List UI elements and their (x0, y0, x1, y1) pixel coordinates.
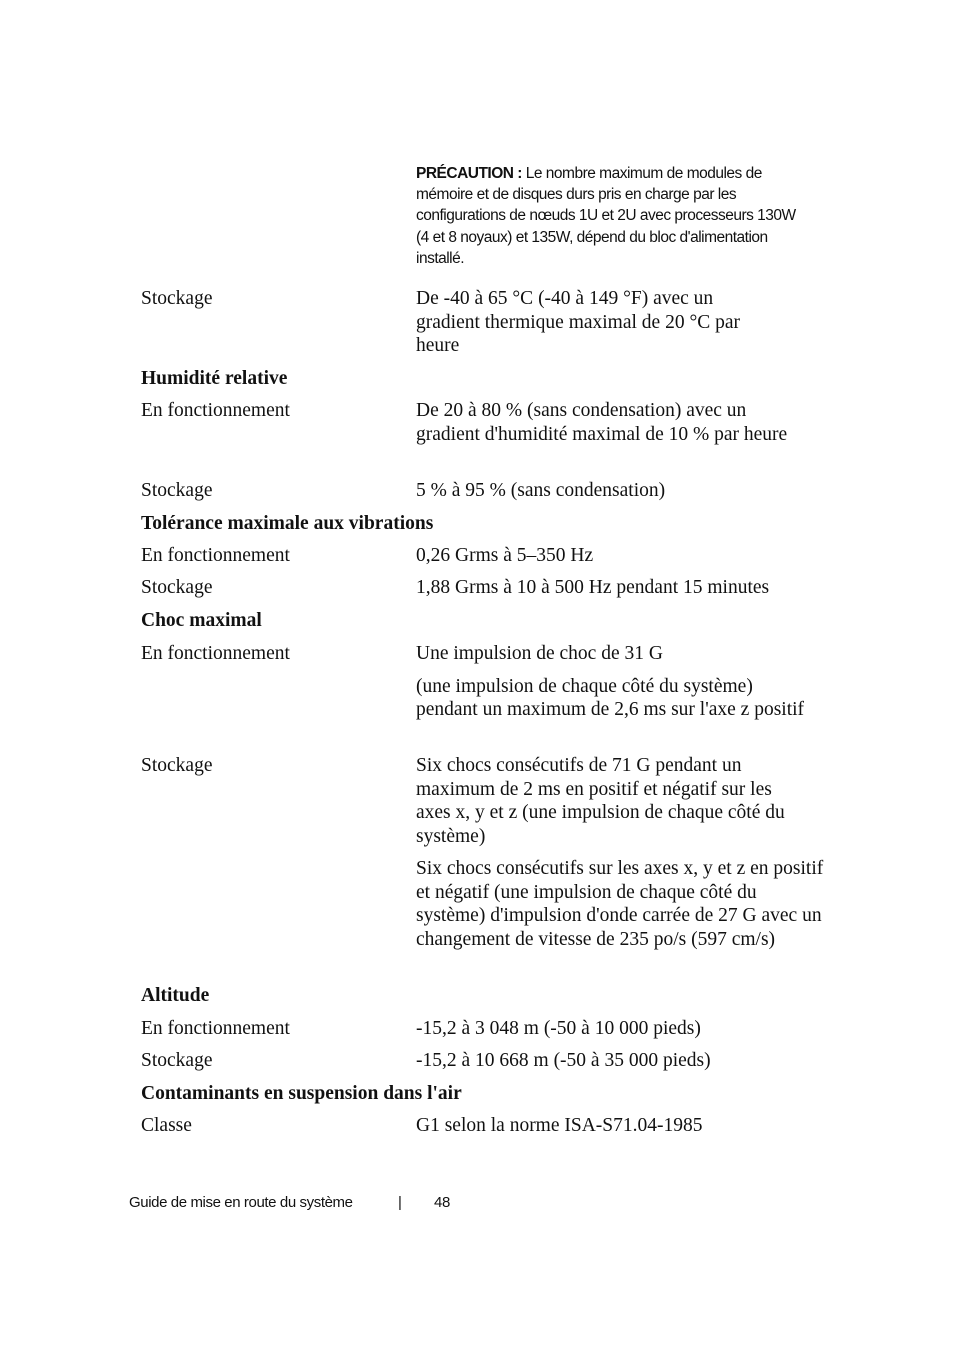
spec-value-text: De -40 à 65 °C (-40 à 149 °F) avec un gradient thermique maximal de 20 °C par heure (416, 288, 741, 356)
spec-value-text: Une impulsion de choc de 31 G (416, 643, 663, 664)
spec-value (416, 576, 836, 600)
spec-value (416, 479, 836, 503)
caution-text: Le nombre maximum de modules de mémoire et de disques durs pris en charge par les configurations de nœuds 1U et 2U avec processeurs 130W (4 et 8 noyaux) et 135W, dépend du bloc d'alimentation installé. (416, 165, 796, 267)
spec-value-text: -15,2 à 10 668 m (-50 à 35 000 pieds) (416, 1050, 711, 1071)
section-heading-humidity: Humidité relative (141, 368, 288, 389)
section-heading-shock: Choc maximal (141, 610, 262, 631)
spec-label: En fonctionnement (141, 400, 290, 421)
spec-value (416, 1017, 836, 1041)
spec-value (416, 1114, 836, 1138)
spec-label: Stockage (141, 577, 213, 598)
page-footer (129, 1194, 450, 1211)
spec-value-text: Six chocs consécutifs de 71 G pendant un maximum de 2 ms en positif et négatif sur les axes x, y et z (une impulsion de chaque côté du système) (416, 755, 785, 847)
caution-title: PRÉCAUTION : (416, 165, 522, 182)
spec-value-text: (une impulsion de chaque côté du système) pendant un maximum de 2,6 ms sur l'axe z positif (416, 675, 805, 720)
spec-value-text: 1,88 Grms à 10 à 500 Hz pendant 15 minutes (416, 577, 770, 598)
footer-separator: | (398, 1194, 402, 1211)
spec-label: En fonctionnement (141, 545, 290, 566)
spec-value (416, 399, 836, 446)
spec-label: En fonctionnement (141, 1018, 290, 1039)
spec-value-text: G1 selon la norme ISA-S71.04-1985 (416, 1115, 703, 1136)
spec-value (416, 1049, 836, 1073)
spec-value-text: 5 % à 95 % (sans condensation) (416, 480, 666, 501)
spec-value (416, 544, 836, 568)
spec-value-text: 0,26 Grms à 5–350 Hz (416, 545, 594, 566)
section-heading-altitude: Altitude (141, 985, 210, 1006)
spec-label: Stockage (141, 1050, 213, 1071)
spec-label: Stockage (141, 480, 213, 501)
section-heading-vibration: Tolérance maximale aux vibrations (141, 513, 434, 534)
spec-label: Stockage (141, 288, 213, 309)
spec-label: Classe (141, 1115, 192, 1136)
section-heading-contaminants: Contaminants en suspension dans l'air (141, 1083, 462, 1104)
spec-value (416, 287, 836, 358)
spec-label: Stockage (141, 755, 213, 776)
spec-value-text: De 20 à 80 % (sans condensation) avec un gradient d'humidité maximal de 10 % par heure (416, 400, 788, 445)
spec-value-text: Six chocs consécutifs sur les axes x, y et z en positif et négatif (une impulsion de chaque côté du système) d'impulsion d'onde carrée de 27 G avec un changement de vitesse de 235 po/s (597 cm/s) (416, 858, 824, 950)
spec-value (416, 642, 836, 722)
spec-label: En fonctionnement (141, 643, 290, 664)
caution-note (416, 163, 806, 269)
spec-value-text: -15,2 à 3 048 m (-50 à 10 000 pieds) (416, 1018, 701, 1039)
spec-value (416, 754, 836, 951)
footer-title: Guide de mise en route du système (129, 1194, 353, 1211)
page-number: 48 (434, 1194, 450, 1211)
